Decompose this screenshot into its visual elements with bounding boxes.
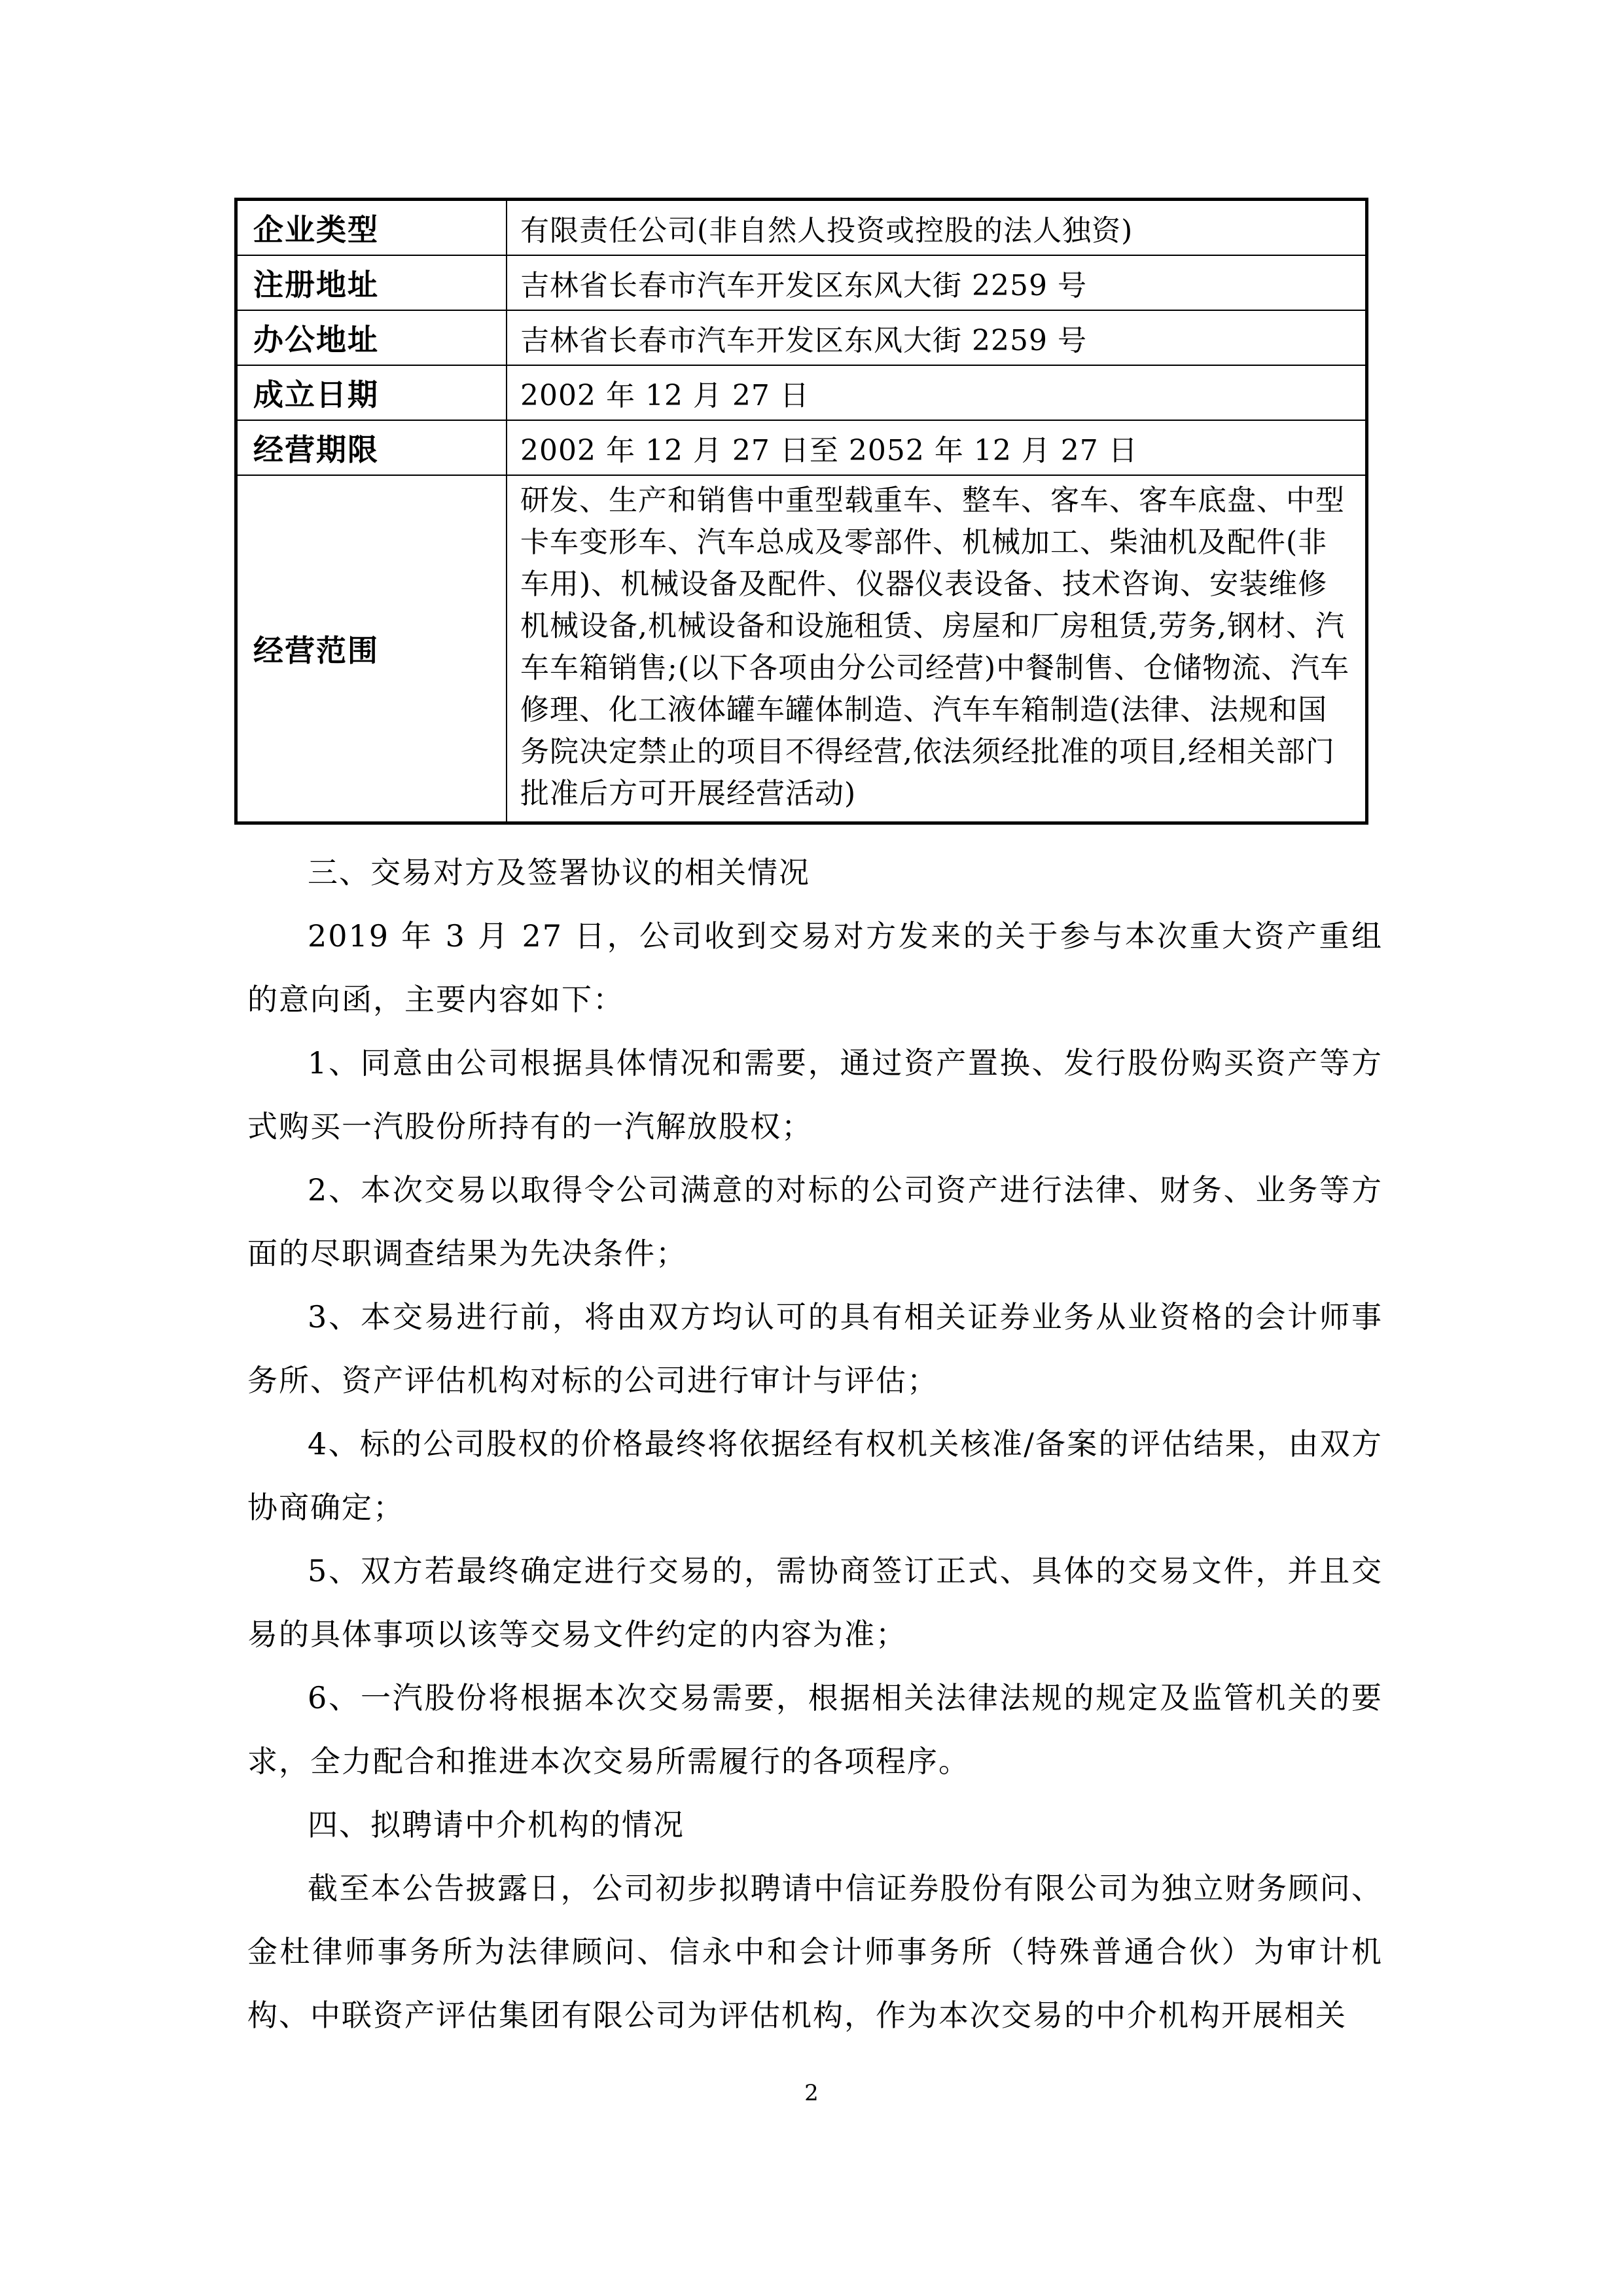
table-row	[236, 420, 1367, 475]
body-text	[247, 841, 1383, 2047]
paragraph-item-5: 5、双方若最终确定进行交易的，需协商签订正式、具体的交易文件，并且交易的具体事项以该等交易文件约定的内容为准；	[247, 1553, 1383, 1652]
company-info-table	[234, 198, 1368, 825]
row-label-company-type: 企业类型	[236, 200, 507, 256]
paragraph-item-3: 3、本交易进行前，将由双方均认可的具有相关证券业务从业资格的会计师事务所、资产评估机构对标的公司进行审计与评估；	[247, 1299, 1383, 1398]
row-value-business-scope: 研发、生产和销售中重型载重车、整车、客车、客车底盘、中型卡车变形车、汽车总成及零部件、机械加工、柴油机及配件(非车用)、机械设备及配件、仪器仪表设备、技术咨询、安装维修机械设备,机械设备和设施租赁、房屋和厂房租赁,劳务,钢材、汽车车箱销售;(以下各项由分公司经营)中餐制售、仓储物流、汽车修理、化工液体罐车罐体制造、汽车车箱制造(法律、法规和国务院决定禁止的项目不得经营,依法须经批准的项目,经相关部门批准后方可开展经营活动)	[507, 475, 1367, 823]
section-heading-intermediaries: 四、拟聘请中介机构的情况	[308, 1807, 685, 1842]
table-row	[236, 255, 1367, 310]
row-label-establish-date: 成立日期	[236, 365, 507, 420]
row-label-operating-period: 经营期限	[236, 420, 507, 475]
paragraph-item-4: 4、标的公司股权的价格最终将依据经有权机关核准/备案的评估结果，由双方协商确定；	[247, 1426, 1383, 1525]
row-value-company-type: 有限责任公司(非自然人投资或控股的法人独资)	[507, 200, 1367, 256]
paragraph-item-2: 2、本次交易以取得令公司满意的对标的公司资产进行法律、财务、业务等方面的尽职调查结果为先决条件；	[247, 1172, 1383, 1271]
table-row	[236, 365, 1367, 420]
table-row	[236, 310, 1367, 365]
row-value-office-address: 吉林省长春市汽车开发区东风大街 2259 号	[507, 310, 1367, 365]
row-value-registered-address: 吉林省长春市汽车开发区东风大街 2259 号	[507, 255, 1367, 310]
row-value-operating-period: 2002 年 12 月 27 日至 2052 年 12 月 27 日	[507, 420, 1367, 475]
paragraph-intent-letter: 2019 年 3 月 27 日，公司收到交易对方发来的关于参与本次重大资产重组的意向函，主要内容如下：	[247, 918, 1383, 1017]
paragraph-item-6: 6、一汽股份将根据本次交易需要，根据相关法律法规的规定及监管机关的要求，全力配合和推进本次交易所需履行的各项程序。	[247, 1680, 1383, 1779]
row-label-business-scope: 经营范围	[236, 475, 507, 823]
table-row	[236, 200, 1367, 256]
section-heading-counterparty: 三、交易对方及签署协议的相关情况	[308, 855, 810, 890]
page-number: 2	[804, 2080, 819, 2106]
row-value-establish-date: 2002 年 12 月 27 日	[507, 365, 1367, 420]
table-row	[236, 475, 1367, 823]
row-label-registered-address: 注册地址	[236, 255, 507, 310]
row-label-office-address: 办公地址	[236, 310, 507, 365]
paragraph-item-1: 1、同意由公司根据具体情况和需要，通过资产置换、发行股份购买资产等方式购买一汽股份所持有的一汽解放股权；	[247, 1045, 1383, 1144]
paragraph-intermediaries: 截至本公告披露日，公司初步拟聘请中信证券股份有限公司为独立财务顾问、金杜律师事务所为法律顾问、信永中和会计师事务所（特殊普通合伙）为审计机构、中联资产评估集团有限公司为评估机构，作为本次交易的中介机构开展相关	[247, 1871, 1383, 2033]
